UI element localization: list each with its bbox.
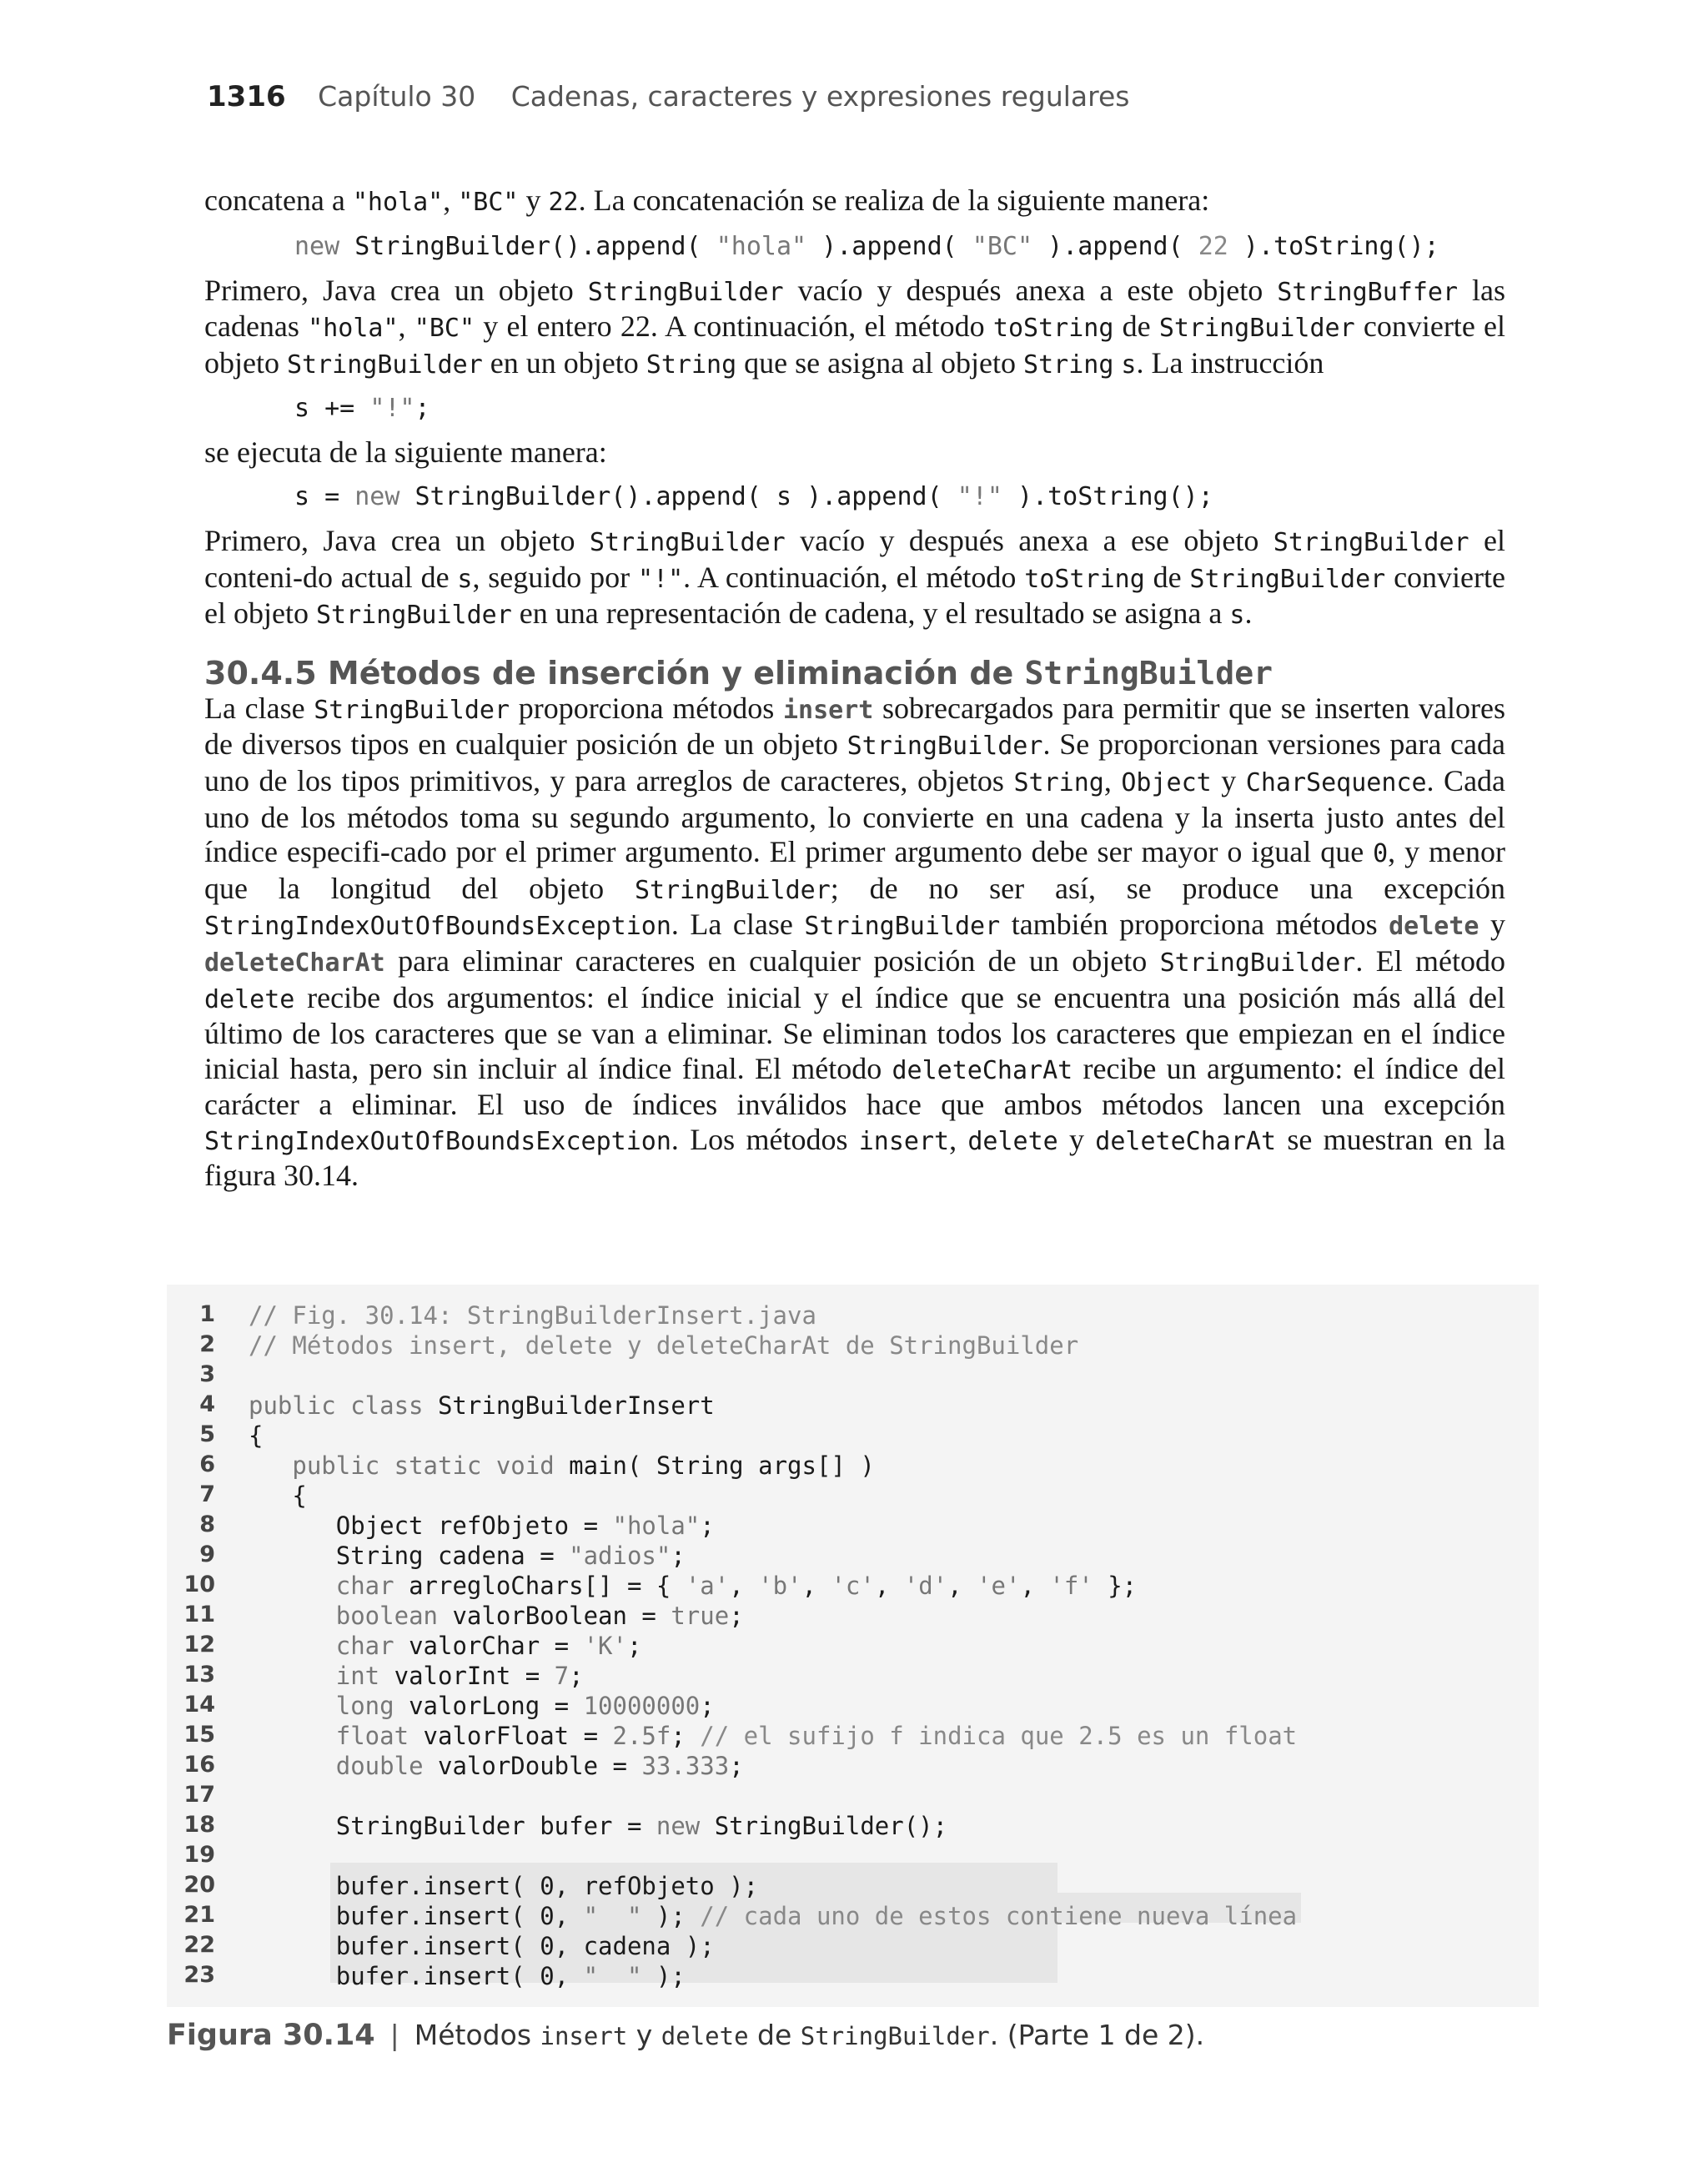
code-token: ; [700,1512,715,1540]
code-token: ; [700,1692,715,1720]
code-token: ; [626,1632,642,1660]
text: Métodos [414,2019,540,2051]
literal: 'e' [977,1572,1021,1600]
section-number: 30.4.5 [204,654,317,692]
code-span: 0 [1373,839,1389,869]
text: en un objeto [482,345,646,380]
code-span: delete [967,1126,1058,1156]
text: para eliminar caracteres en cualquier posición de un objeto [384,943,1160,978]
code-line [249,1902,1297,1930]
literal: 'b' [758,1572,802,1600]
code-token [249,1722,336,1750]
text: sobrecargados para permitir que se inserten valores de diversos tipos en cualquier posición de un objeto [204,691,1505,762]
text: , [1103,763,1122,797]
paragraph-2 [204,274,1505,383]
line-number: 7 [199,1481,215,1507]
literal: "adios" [569,1542,671,1570]
text: . Los métodos [671,1122,859,1156]
code-token: bufer.insert( 0, [249,1962,584,1990]
text: , [398,309,414,344]
text: . A continuación, el método [683,560,1025,594]
code-token: { [249,1481,307,1510]
text: . (Parte 1 de 2). [989,2019,1205,2051]
code-token [249,1692,336,1720]
text: y [627,2019,661,2051]
code-token: ; [729,1602,744,1630]
line-number: 22 [183,1932,215,1958]
code-comment: // Fig. 30.14: StringBuilderInsert.java [249,1301,816,1330]
text: y [518,184,549,217]
line-number: 13 [183,1662,215,1688]
paragraph-1 [204,184,1505,220]
code: ).toString(); [1228,231,1439,261]
literal: 'a' [685,1572,730,1600]
chapter-label: Capítulo 30 [318,80,476,113]
code-token: ; [671,1722,701,1750]
text: de [1113,309,1159,344]
code-span: "BC" [458,188,519,217]
code-span: 22 [548,188,579,217]
code-line [249,1932,715,1960]
section-title: Métodos de inserción y eliminación de [327,654,1025,692]
text: en una representación de cadena, y el resultado se asigna a [511,596,1230,631]
code-span: StringBuilder [800,2022,990,2050]
line-number: 15 [183,1722,215,1748]
line-number: 3 [199,1361,215,1387]
keyword: public static void [292,1451,555,1480]
text: proporciona métodos [510,691,783,725]
code-token: String cadena = [249,1542,570,1570]
running-header [207,80,1129,113]
code-line [249,1752,744,1780]
code-span: s [1121,350,1137,380]
code-span: StringBuilder [1189,564,1386,594]
line-number: 9 [199,1542,215,1567]
code-token: { [249,1421,264,1450]
code-span: s [1229,601,1245,631]
text: , [443,184,459,217]
code-span: StringBuilder [1158,314,1355,344]
keyword: long [335,1692,394,1720]
line-number: 12 [183,1632,215,1657]
code-comment: // Métodos insert, delete y deleteCharAt de StringBuilder [249,1331,1079,1360]
text: , y menor que la longitud del objeto [204,835,1505,905]
code-token [249,1451,292,1480]
code-token [249,1632,336,1660]
code-span: toString [992,314,1114,344]
code-line [249,1572,1137,1600]
text: , seguido por [472,560,638,594]
text: . [1244,596,1253,631]
code-line [249,1722,1297,1750]
code-line [249,1812,947,1840]
text: también proporciona métodos [1000,908,1389,942]
line-number: 14 [183,1692,215,1718]
line-number: 16 [183,1752,215,1778]
paragraph-5 [204,692,1505,1194]
code-token: , [729,1572,759,1600]
text: . La instrucción [1136,345,1324,380]
line-number: 17 [183,1782,215,1808]
code-span: toString [1024,564,1145,594]
code-span: deleteCharAt [892,1055,1073,1085]
page-number: 1316 [207,80,286,113]
code-token: arregloChars[] = { [394,1572,686,1600]
literal: " " [583,1962,642,1990]
text: y [1479,908,1506,942]
code-span: StringIndexOutOfBoundsException [204,912,671,942]
line-number: 1 [199,1301,215,1327]
text: de [748,2019,801,2051]
code-token: , [1020,1572,1050,1600]
body-text [204,184,1505,1194]
text: Primero, Java crea un objeto [204,523,590,557]
code-token: Object refObjeto = [249,1512,613,1540]
code-span: "hola" [352,188,444,217]
code-span: Object [1121,767,1212,797]
code-line [249,1632,641,1660]
string-literal: "BC" [972,231,1033,261]
code-span: StringBuilder [634,875,831,905]
code-span: StringBuilder [315,601,512,631]
code-token: valorFloat = [409,1722,613,1750]
code-token: valorLong = [394,1692,584,1720]
keyword: int [335,1662,380,1690]
line-number: 5 [199,1421,215,1447]
code-line [249,1542,686,1570]
text: y [1211,763,1246,797]
text: recibe dos argumentos: el índice inicial y el índice que se encuentra una posición más allá del último de los caracteres que se van a eliminar. Se eliminan todos los caracteres que empiezan en el índice inicial hasta, pero sin incluir al índice final. El método [204,980,1505,1085]
line-number: 11 [183,1602,215,1627]
code-term: insert [782,695,874,725]
literal: " " [583,1902,642,1930]
paragraph-4 [204,524,1505,633]
code-span: StringBuilder [1159,948,1356,978]
keyword: char [335,1572,394,1600]
code-token [249,1752,336,1780]
code-token: valorDouble = [423,1752,642,1780]
code-token: valorInt = [379,1662,555,1690]
code-span: "BC" [414,314,475,344]
string-literal: "!" [957,481,1002,511]
code-line [249,1692,715,1720]
text: convierte el objeto [204,309,1505,380]
code-token: bufer.insert( 0, cadena ); [249,1932,715,1960]
code-token: , [801,1572,831,1600]
code-span: StringBuffer [1277,277,1459,307]
code-span: CharSequence [1245,767,1427,797]
code-token [249,1572,336,1600]
line-number: 19 [183,1842,215,1868]
code-line [249,1301,816,1330]
code-line [249,1331,1078,1360]
code-token: ; [671,1542,686,1570]
code-token [249,1602,336,1630]
keyword: public class [249,1391,424,1420]
figure-caption [167,2019,1204,2052]
text: las cadenas [204,273,1505,344]
code-span: String [646,350,737,380]
caption-separator: | [389,2019,399,2051]
code-span: StringBuilder [587,277,784,307]
code-span: StringBuilder [286,350,483,380]
section-title-code: StringBuilder [1024,654,1273,692]
text: vacío y después anexa a ese objeto [785,523,1273,557]
code-example-2 [204,392,1505,425]
line-number: 20 [183,1872,215,1898]
literal: 'K' [583,1632,627,1660]
line-number: 6 [199,1451,215,1477]
code-span: delete [204,984,295,1014]
literal: "hola" [612,1512,701,1540]
code-span: StringBuilder [589,527,786,557]
code-token: ; [729,1752,744,1780]
code-span: insert [540,2022,628,2050]
code-token: StringBuilderInsert [423,1391,715,1420]
code-span: StringBuilder [804,912,1001,942]
code: ; [414,394,430,424]
code-example-3 [204,480,1505,514]
code-span: String [1023,350,1114,380]
code: StringBuilder().append( s ).append( [399,481,957,511]
literal: 33.333 [641,1752,730,1780]
code: ).toString(); [1002,481,1213,511]
text: convierte el objeto [204,560,1505,631]
literal: 'c' [831,1572,875,1600]
chapter-title: Cadenas, caracteres y expresiones regulares [510,80,1130,113]
text: y el entero 22. A continuación, el método [475,309,993,344]
code-line [249,1451,875,1480]
code-token: bufer.insert( 0, refObjeto ); [249,1872,759,1900]
code-comment: // cada uno de estos contiene nueva línea [700,1902,1298,1930]
line-number: 2 [199,1331,215,1357]
string-literal: "!" [369,394,415,424]
code-token [249,1662,336,1690]
keyword: new [294,231,340,261]
text: vacío y después anexa a este objeto [783,273,1278,307]
code-span: StringBuilder [314,695,510,725]
text: . El método [1355,943,1505,978]
code-span: "!" [637,564,684,594]
code-span: insert [858,1126,950,1156]
line-number: 23 [183,1962,215,1988]
code: StringBuilder().append( [339,231,716,261]
code-token: ); [641,1962,686,1990]
code: ).append( [806,231,972,261]
text: recibe un argumento: el índice del carácter a eliminar. El uso de índices inválidos hace que ambos métodos lancen una excepción [204,1051,1505,1122]
literal: 2.5f [612,1722,671,1750]
code-token: valorChar = [394,1632,584,1660]
literal: 7 [554,1662,570,1690]
figure-label: Figura 30.14 [167,2019,375,2052]
code-token: StringBuilder(); [700,1812,948,1840]
text: La clase [204,691,314,725]
line-number: 4 [199,1391,215,1417]
literal: 'd' [903,1572,948,1600]
code-span: deleteCharAt [1095,1126,1277,1156]
keyword: new [354,481,400,511]
code-line [249,1421,263,1450]
keyword: double [335,1752,424,1780]
text: ; de no ser así, se produce una excepción [830,871,1505,905]
line-number: 18 [183,1812,215,1838]
code-token: ; [569,1662,584,1690]
keyword: new [656,1812,701,1840]
text: . La clase [671,908,805,942]
text: se ejecuta de la siguiente manera: [204,435,607,470]
code-line [249,1391,715,1420]
code-span: s [457,564,473,594]
code-example-1 [204,230,1505,264]
code-token: main( String args[] ) [554,1451,875,1480]
text: . Se proporcionan versiones para cada uno de los tipos primitivos, y para arreglos de caracteres, objetos [204,727,1505,797]
line-number: 8 [199,1512,215,1537]
code-span: delete [661,2022,749,2050]
text: y [1057,1122,1096,1156]
code-line [249,1512,715,1540]
code-term: delete [1389,912,1479,942]
text: Primero, Java crea un objeto [204,273,588,307]
code-span: StringIndexOutOfBoundsException [204,1126,671,1156]
number-literal: 22 [1198,231,1228,261]
code-token: bufer.insert( 0, [249,1902,584,1930]
keyword: char [335,1632,394,1660]
paragraph-3 [204,435,1505,470]
code-line [249,1662,584,1690]
code-span: StringBuilder [846,732,1043,762]
text: que se asigna al objeto [736,345,1024,380]
code-comment: // el sufijo f indica que 2.5 es un float [700,1722,1298,1750]
line-number: 21 [183,1902,215,1928]
code-span: StringBuilder [1273,527,1469,557]
text: . La concatenación se realiza de la siguiente manera: [578,184,1210,217]
text: , [949,1122,968,1156]
code-line [249,1872,758,1900]
code-token: , [874,1572,904,1600]
code-term: deleteCharAt [204,948,385,978]
code: s = [294,481,355,511]
code-token: }; [1093,1572,1138,1600]
literal: 10000000 [583,1692,701,1720]
keyword: true [671,1602,730,1630]
section-heading [204,655,1505,692]
code-line [249,1481,307,1510]
text: concatena a [204,184,353,217]
string-literal: "hola" [716,231,807,261]
text: el conteni-do actual de [204,523,1505,594]
line-number: 10 [183,1572,215,1597]
code-line [249,1602,744,1630]
code-line [249,1962,686,1990]
code-token: , [947,1572,977,1600]
text: . Cada uno de los métodos toma su segundo argumento, lo convierte en una cadena y la inserta justo antes del índice especifi-cado por el primer argumento. El primer argumento debe ser mayor o igual que [204,763,1506,869]
code: s += [294,394,370,424]
keyword: boolean [335,1602,438,1630]
literal: 'f' [1049,1572,1093,1600]
code-span: String [1013,767,1104,797]
code-token: StringBuilder bufer = [249,1812,656,1840]
code-token: ); [641,1902,701,1930]
code: ).append( [1032,231,1198,261]
code-token: valorBoolean = [437,1602,671,1630]
code-span: "hola" [308,314,399,344]
code-listing [167,1285,1539,2007]
text: de [1144,560,1190,594]
keyword: float [335,1722,409,1750]
text: se muestran en la figura 30.14. [204,1122,1506,1193]
